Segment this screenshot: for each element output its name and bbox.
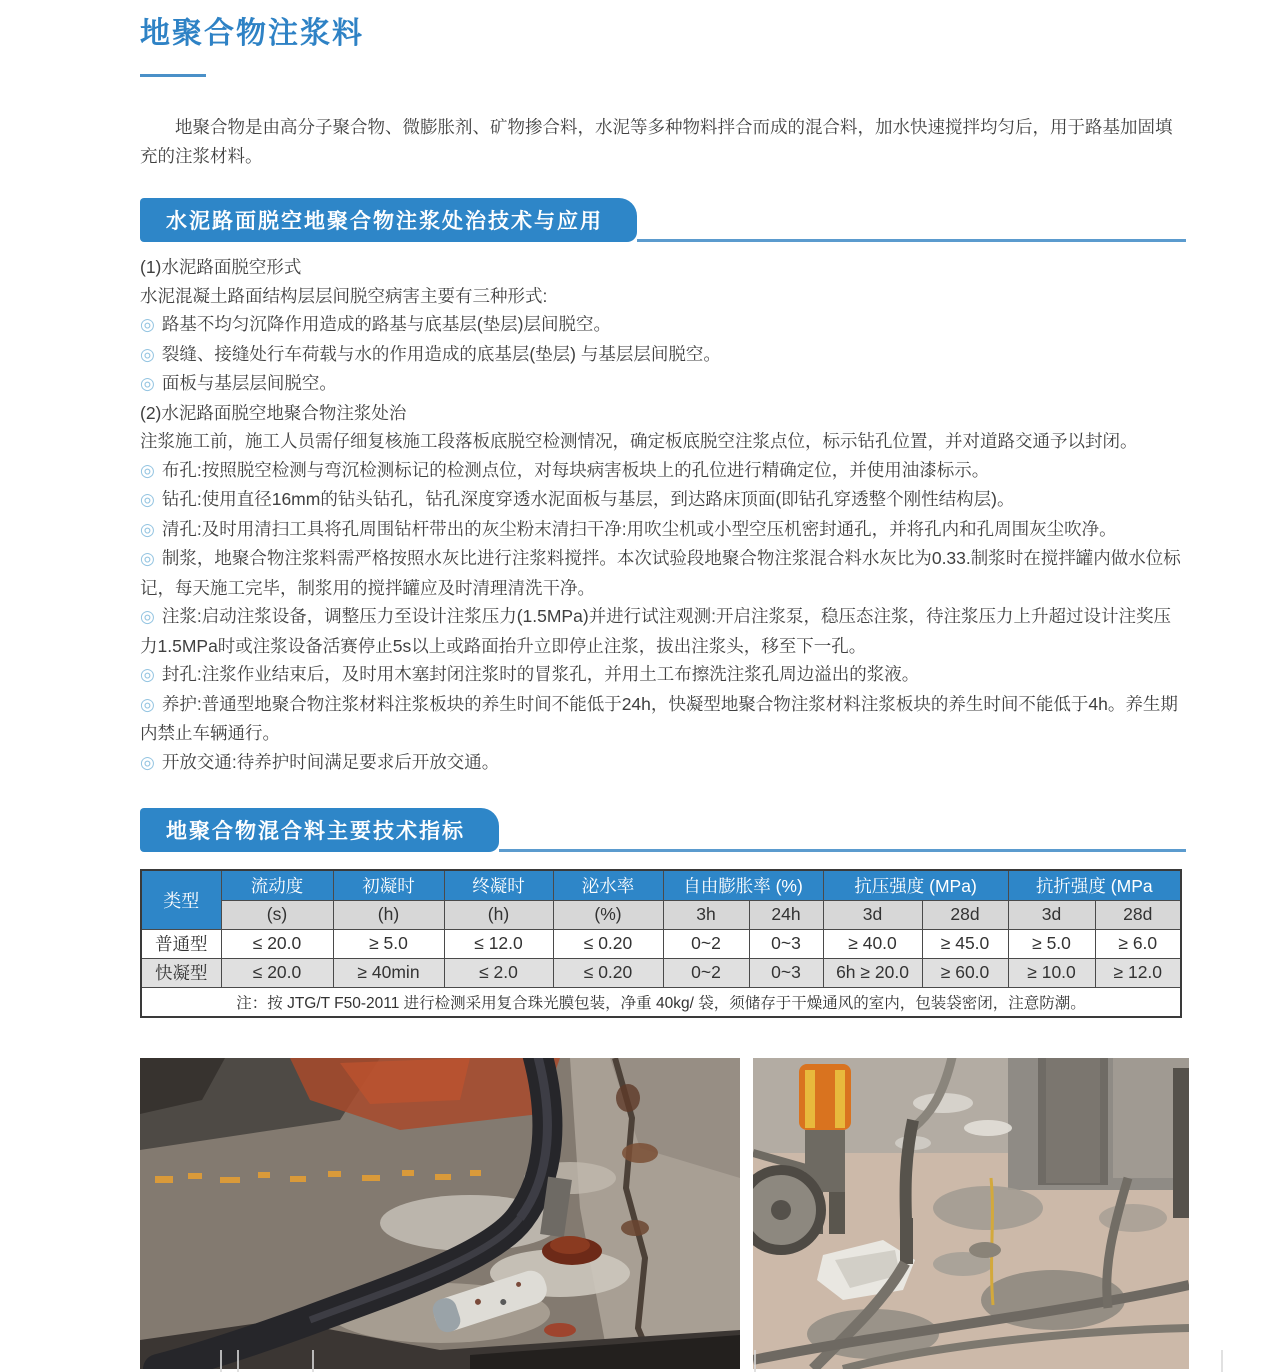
table-cell: ≤ 0.20 [553, 929, 663, 958]
table-subheader-cell: 24h [749, 900, 823, 929]
list-item-text: 封孔:注浆作业结束后，及时用木塞封闭注浆时的冒浆孔，并用土工布擦洗注浆孔周边溢出的浆液。 [161, 664, 920, 684]
table-header-cell: 初凝时 [333, 870, 444, 900]
table-cell: ≥ 60.0 [922, 958, 1008, 987]
bullet-icon: ◎ [140, 460, 155, 480]
table-header-row-2 [141, 900, 1181, 929]
section2-banner: 地聚合物混合料主要技术指标 [140, 808, 499, 852]
bullet-icon: ◎ [140, 315, 155, 334]
list-item [140, 748, 1186, 778]
list-item-text: 水泥混凝土路面结构层层间脱空病害主要有三种形式: [140, 285, 548, 306]
section1-body [140, 253, 1186, 777]
bullet-icon: ◎ [140, 374, 155, 393]
list-item [140, 515, 1186, 545]
section1-banner-row [140, 198, 1186, 242]
list-item [140, 399, 1186, 428]
scan-artifact-line [754, 1350, 756, 1372]
list-item [140, 690, 1186, 748]
table-subheader-cell: (h) [444, 900, 553, 929]
list-item [140, 253, 1186, 282]
title-underline-dash [140, 74, 206, 77]
table-subheader-cell: (s) [221, 900, 333, 929]
list-item-text: (1)水泥路面脱空形式 [140, 257, 302, 277]
table-subheader-cell: 28d [1095, 900, 1181, 929]
list-item [140, 310, 1186, 340]
bullet-icon: ◎ [140, 607, 155, 626]
table-header-cell: 自由膨胀率 (%) [663, 870, 823, 900]
table-header-cell: 类型 [141, 870, 221, 929]
scan-artifact-line [1221, 1350, 1223, 1372]
list-item-text: 注浆:启动注浆设备，调整压力至设计注浆压力(1.5MPa)并进行试注观测:开启注浆泵，稳压态注浆，待注浆压力上升超过设计注奖压力1.5MPa时或注浆设备活赛停止5s以上或路面抬升立即停止注浆，拔出注浆头，移至下一孔。 [140, 606, 1172, 656]
intro-paragraph: 地聚合物是由高分子聚合物、微膨胀剂、矿物掺合料，水泥等多种物料拌合而成的混合料，加水快速搅拌均匀后，用于路基加固填充的注浆材料。 [140, 117, 1173, 166]
list-item [140, 456, 1186, 486]
table-row [141, 958, 1181, 987]
scan-artifact-line [237, 1350, 239, 1372]
list-item [140, 282, 1186, 311]
bullet-icon: ◎ [140, 694, 155, 714]
table-subheader-cell: 3h [663, 900, 749, 929]
list-item [140, 660, 1186, 690]
table-header-cell: 抗压强度 (MPa) [823, 870, 1008, 900]
table-cell: ≥ 6.0 [1095, 929, 1181, 958]
scan-artifact-line [312, 1350, 314, 1372]
list-item-text: 面板与基层层间脱空。 [161, 373, 337, 393]
bullet-icon: ◎ [140, 519, 155, 539]
table-subheader-cell: 3d [823, 900, 922, 929]
table-cell: ≥ 5.0 [333, 929, 444, 958]
section1-banner: 水泥路面脱空地聚合物注浆处治技术与应用 [140, 198, 637, 242]
banner-underline [499, 849, 1186, 852]
list-item [140, 485, 1186, 515]
table-header-row-1 [141, 870, 1181, 900]
list-item-text: 布孔:按照脱空检测与弯沉检测标记的检测点位，对每块病害板块上的孔位进行精确定位，并使用油漆标示。 [161, 459, 990, 480]
table-cell: ≥ 40.0 [823, 929, 922, 958]
list-item [140, 427, 1186, 456]
page-title: 地聚合物注浆料 [140, 17, 364, 50]
photo-row [140, 1058, 1280, 1369]
grouting-hose-injection-photo [140, 1058, 740, 1369]
table-cell: 0~3 [749, 958, 823, 987]
list-item [140, 602, 1186, 660]
table-header-cell: 抗折强度 (MPa [1008, 870, 1181, 900]
list-item-text: 养护:普通型地聚合物注浆材料注浆板块的养生时间不能低于24h，快凝型地聚合物注浆材料注浆板块的养生时间不能低于4h。养生期内禁止车辆通行。 [140, 693, 1178, 743]
table-subheader-cell: 3d [1008, 900, 1095, 929]
list-item-text: 清孔:及时用清扫工具将孔周围钻杆带出的灰尘粉末清扫干净:用吹尘机或小型空压机密封通孔，并将孔内和孔周围灰尘吹净。 [161, 518, 1117, 539]
section2-banner-row [140, 808, 1186, 852]
row-label-cell: 普通型 [141, 929, 221, 958]
table-cell: ≥ 5.0 [1008, 929, 1095, 958]
table-cell: ≥ 40min [333, 958, 444, 987]
list-item-text: (2)水泥路面脱空地聚合物注浆处治 [140, 402, 407, 423]
list-item-text: 裂缝、接缝处行车荷载与水的作用造成的底基层(垫层) 与基层层间脱空。 [161, 343, 721, 364]
list-item [140, 369, 1186, 399]
list-item [140, 340, 1186, 370]
banner-underline [637, 239, 1186, 242]
construction-grouting-site-photo [753, 1058, 1189, 1369]
table-cell: 0~2 [663, 929, 749, 958]
list-item-text: 钻孔:使用直径16mm的钻头钻孔，钻孔深度穿透水泥面板与基层，到达路床顶面(即钻孔穿透整个刚性结构层)。 [161, 489, 1015, 509]
table-cell: ≥ 10.0 [1008, 958, 1095, 987]
table-cell: ≤ 20.0 [221, 929, 333, 958]
table-cell: ≤ 0.20 [553, 958, 663, 987]
table-header-cell: 泌水率 [553, 870, 663, 900]
list-item-text: 制浆，地聚合物注浆料需严格按照水灰比进行注浆料搅拌。本次试验段地聚合物注浆混合料水灰比为0.33.制浆时在搅拌罐内做水位标记，每天施工完毕，制浆用的搅拌罐应及时清理清洗干净。 [140, 548, 1181, 598]
bullet-icon: ◎ [140, 344, 155, 364]
table-subheader-cell: 28d [922, 900, 1008, 929]
bullet-icon: ◎ [140, 490, 155, 509]
bullet-icon: ◎ [140, 665, 155, 684]
list-item [140, 544, 1186, 602]
table-subheader-cell: (%) [553, 900, 663, 929]
table-cell: 0~3 [749, 929, 823, 958]
table-cell: ≥ 12.0 [1095, 958, 1181, 987]
table-row [141, 929, 1181, 958]
bullet-icon: ◎ [140, 549, 155, 568]
row-label-cell: 快凝型 [141, 958, 221, 987]
table-subheader-cell: (h) [333, 900, 444, 929]
table-cell: ≥ 45.0 [922, 929, 1008, 958]
table-note-cell: 注：按 JTG/T F50-2011 进行检测采用复合珠光膜包装，净重 40kg/ 袋，须储存于干燥通风的室内，包装袋密闭，注意防潮。 [141, 987, 1181, 1017]
table-cell: ≤ 20.0 [221, 958, 333, 987]
table-cell: 6h ≥ 20.0 [823, 958, 922, 987]
scan-artifact-line [220, 1350, 222, 1372]
table-header-cell: 终凝时 [444, 870, 553, 900]
technical-specs-table [140, 869, 1182, 1018]
table-cell: 0~2 [663, 958, 749, 987]
table-note-row [141, 987, 1181, 1017]
table-cell: ≤ 12.0 [444, 929, 553, 958]
list-item-text: 开放交通:待养护时间满足要求后开放交通。 [161, 751, 500, 772]
table-cell: ≤ 2.0 [444, 958, 553, 987]
bullet-icon: ◎ [140, 752, 155, 772]
list-item-text: 路基不均匀沉降作用造成的路基与底基层(垫层)层间脱空。 [161, 314, 611, 334]
table-header-cell: 流动度 [221, 870, 333, 900]
list-item-text: 注浆施工前，施工人员需仔细复核施工段落板底脱空检测情况，确定板底脱空注浆点位，标示钻孔位置，并对道路交通予以封闭。 [140, 431, 1138, 451]
